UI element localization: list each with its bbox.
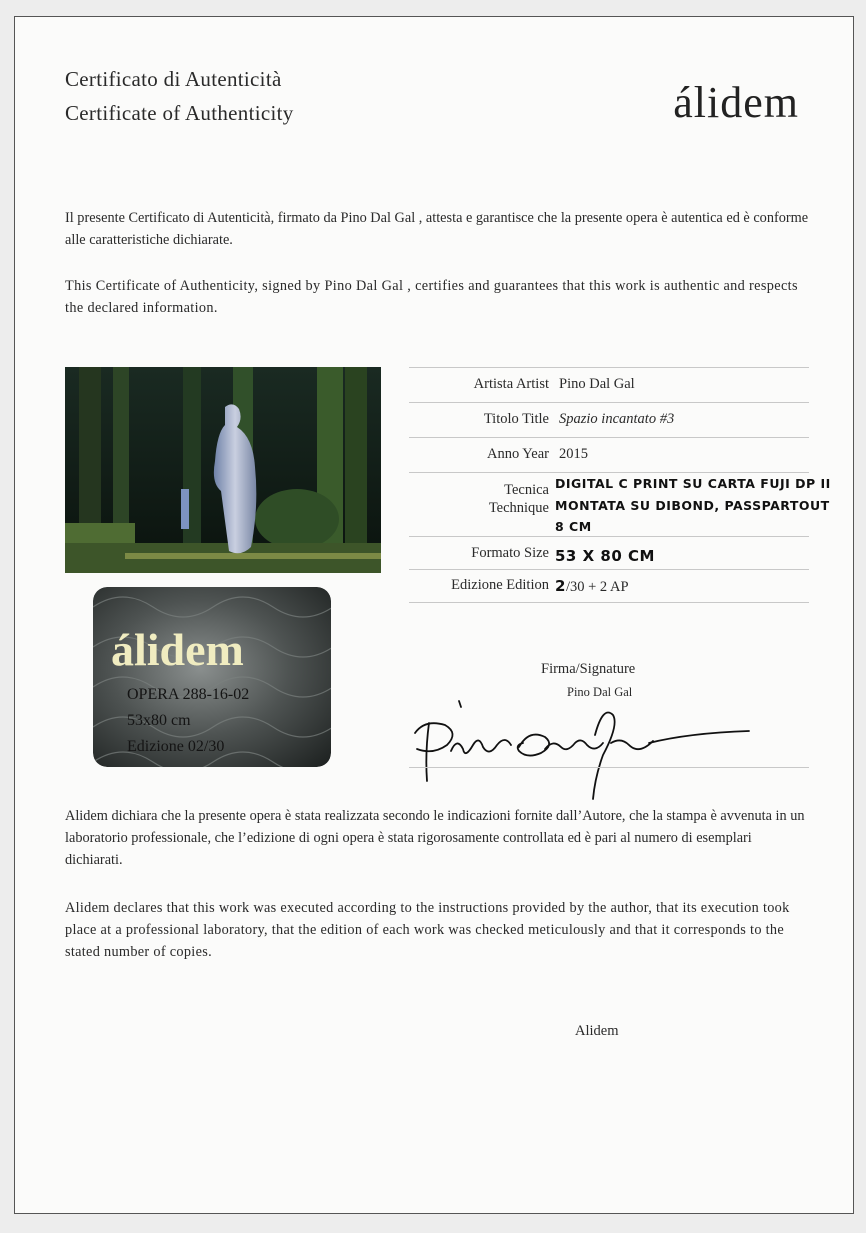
row-edition (409, 569, 809, 603)
technique-label-it: Tecnica (504, 482, 549, 498)
row-size (409, 536, 809, 569)
size-value: 53 X 80 CM (555, 547, 655, 565)
year-value: 2015 (559, 446, 588, 462)
declaration-english: Alidem declares that this work was executed according to the instructions provided by the author, that its execution took place at a professional laboratory, that the edition of each work was checked meticulously and that it corresponds to the stated number of copies. (65, 900, 790, 960)
technique-line-3: 8 CM (555, 519, 592, 534)
row-title (409, 402, 809, 437)
edition-label: Edizione Edition (451, 577, 549, 593)
seal-edition: Edizione 02/30 (127, 738, 225, 755)
signature-label: Firma/Signature (541, 661, 636, 677)
signature-rule (409, 767, 809, 768)
title-italian: Certificato di Autenticità (65, 67, 282, 91)
edition-hand-number: 2 (555, 577, 566, 595)
row-year (409, 437, 809, 472)
hologram-seal (93, 587, 331, 767)
artwork-details-table (409, 367, 831, 603)
brand-logo (673, 77, 799, 128)
seal-opera: OPERA 288-16-02 (127, 686, 250, 703)
brand-logo-text: álidem (673, 78, 799, 127)
artist-value: Pino Dal Gal (559, 376, 635, 392)
title-english: Certificate of Authenticity (65, 101, 294, 125)
handwritten-signature (399, 693, 759, 803)
technique-line-2: MONTATA SU DIBOND, PASSPARTOUT (555, 498, 830, 513)
year-label: Anno Year (486, 446, 549, 462)
footer-company: Alidem (575, 1023, 619, 1039)
artwork-photo (65, 367, 381, 573)
edition-value (555, 577, 629, 596)
intro-italian: Il presente Certificato di Autenticità, firmato da Pino Dal Gal , attesta e garantisce che la presente opera è autentica ed è conforme alle caratteristiche dichiarate. (65, 210, 809, 248)
row-artist (409, 367, 809, 402)
technique-line-1: DIGITAL C PRINT SU CARTA FUJI DP II (555, 476, 831, 491)
size-label: Formato Size (471, 545, 549, 561)
artist-label: Artista Artist (473, 376, 549, 392)
seal-brand: álidem (111, 624, 244, 675)
certificate-sheet (14, 16, 854, 1214)
intro-english: This Certificate of Authenticity, signed by Pino Dal Gal , certifies and guarantees that this work is authentic and respects the declared information. (65, 278, 798, 316)
seal-size: 53x80 cm (127, 712, 191, 729)
row-technique (409, 472, 831, 536)
title-value: Spazio incantato #3 (559, 411, 675, 427)
signature-name: Pino Dal Gal (567, 685, 633, 699)
technique-label-en: Technique (488, 500, 549, 516)
edition-total: /30 + 2 AP (565, 579, 629, 595)
title-label: Titolo Title (483, 411, 549, 427)
declaration-italian: Alidem dichiara che la presente opera è stata realizzata secondo le indicazioni fornite dall’Autore, che la stampa è avvenuta in un laboratorio professionale, che l’edizione di ogni opera è stata rigorosamente controllata ed è pari al numero di esemplari dichiarati. (65, 808, 805, 868)
